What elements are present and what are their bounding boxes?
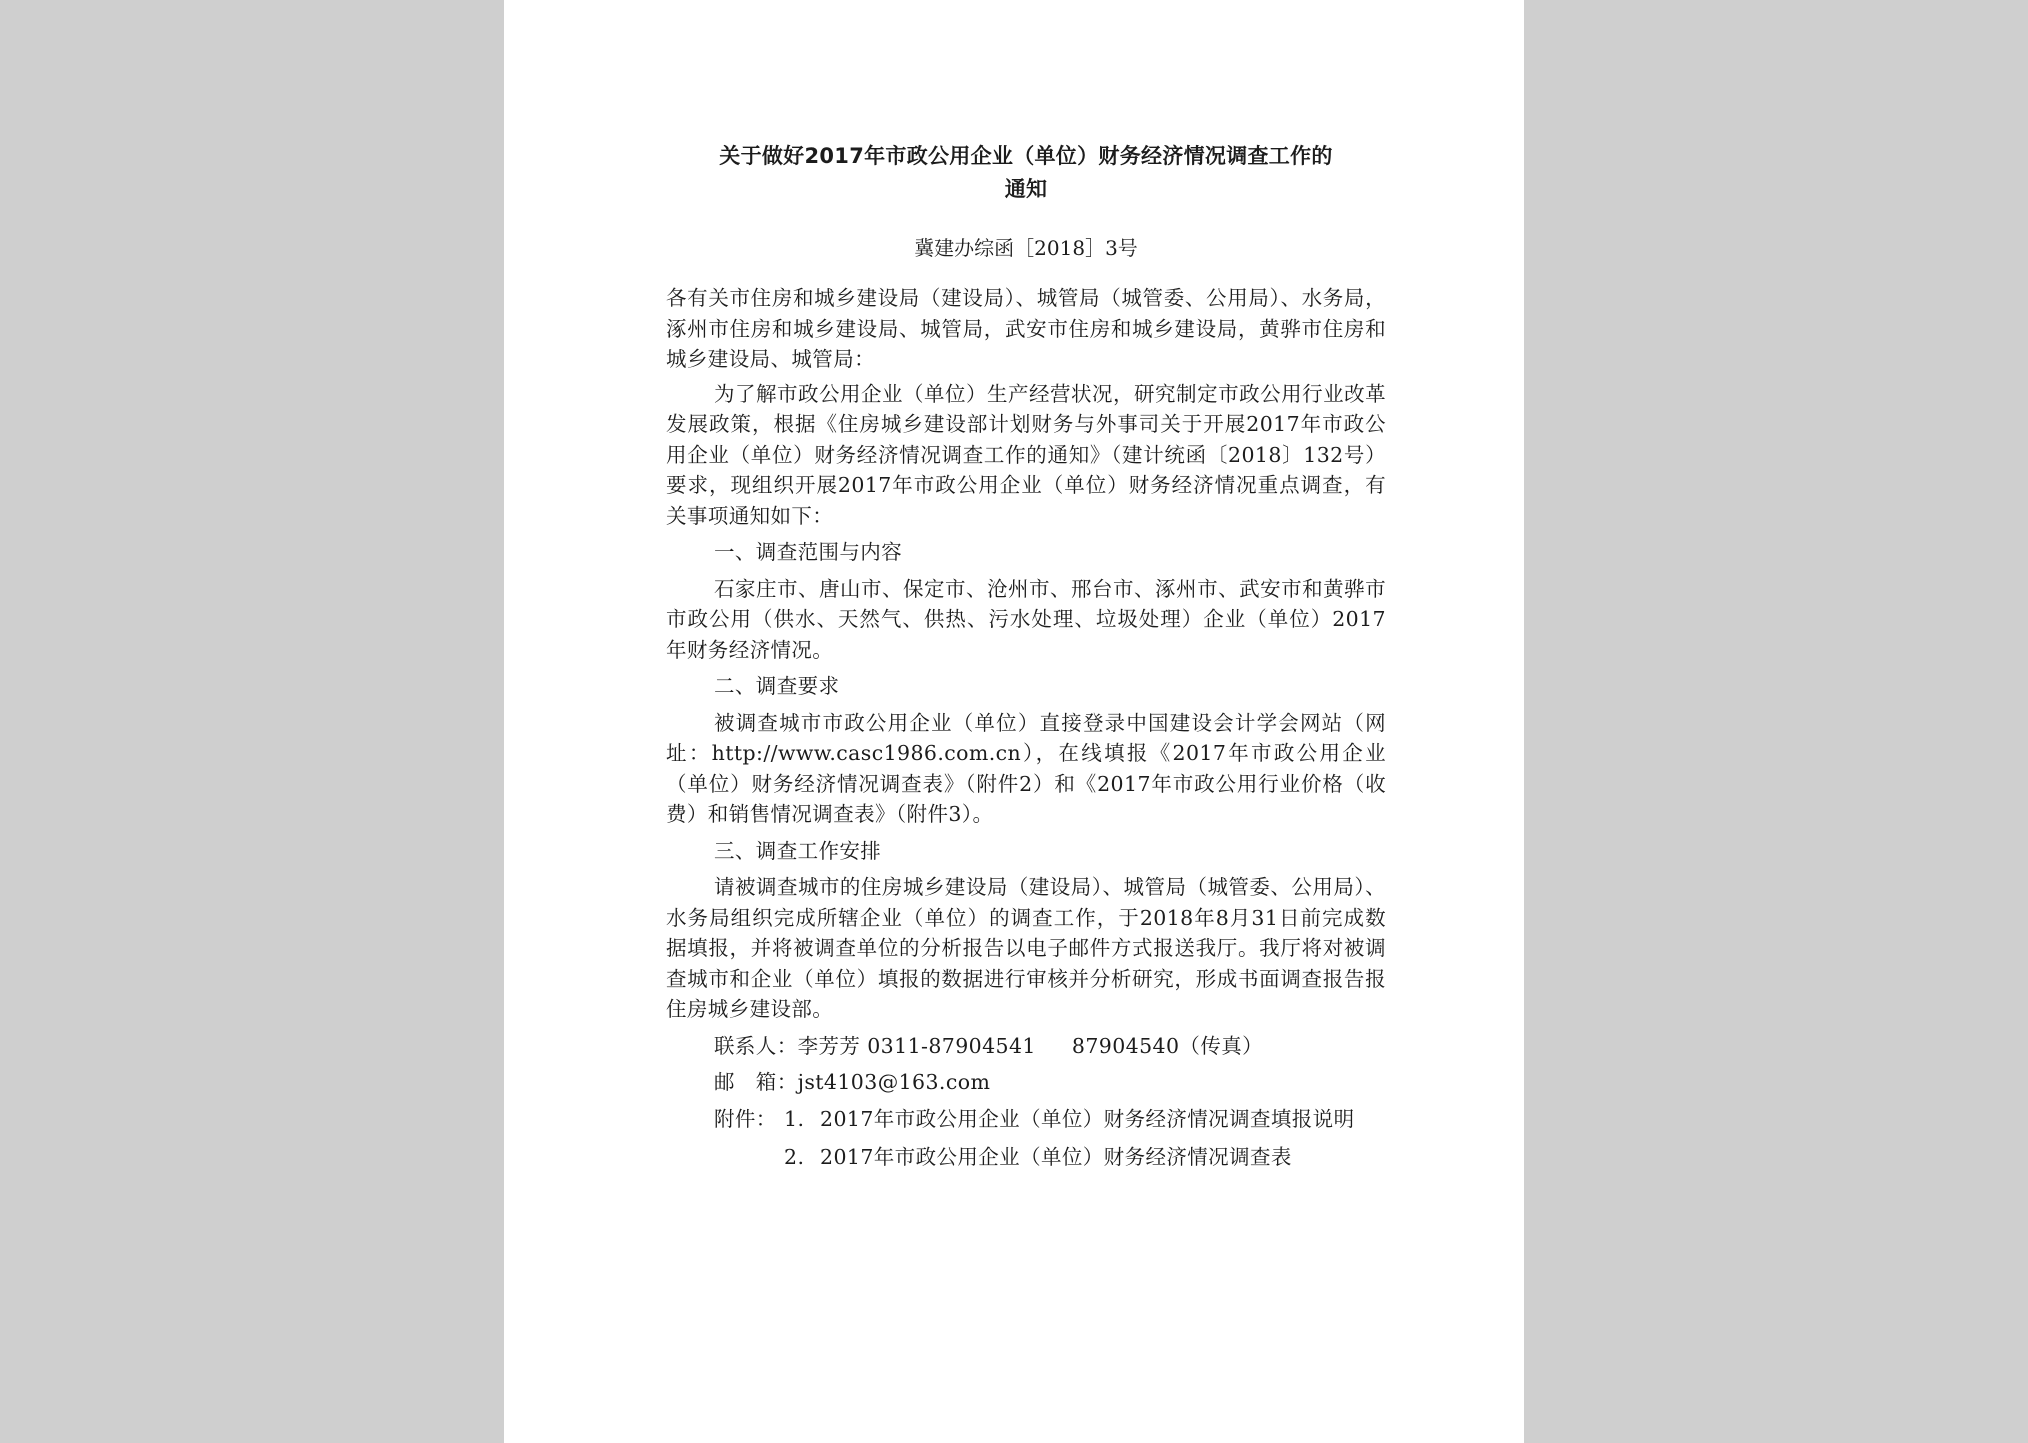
- document-title: [666, 140, 1386, 206]
- section-2-body: 被调查城市市政公用企业（单位）直接登录中国建设会计学会网站（网址：http://www.casc1986.com.cn），在线填报《2017年市政公用企业（单位）财务经济情况调查表》（附件2）和《2017年市政公用行业价格（收费）和销售情况调查表》（附件3）。: [666, 710, 1386, 826]
- title-line-1: 关于做好2017年市政公用企业（单位）财务经济情况调查工作的: [719, 144, 1333, 168]
- section-3-heading: 三、调查工作安排: [714, 838, 882, 863]
- section-2-heading: 二、调查要求: [714, 674, 840, 698]
- attachment-item: [784, 1142, 1384, 1173]
- email-line: [714, 1067, 1386, 1098]
- attachment-item: [784, 1104, 1384, 1135]
- attachments-label: 附件：: [714, 1106, 777, 1131]
- contact-phone: 0311-87904541: [867, 1033, 1036, 1058]
- document-content: [666, 140, 1386, 1181]
- title-line-2: 通知: [1004, 177, 1048, 201]
- section-3-body: 请被调查城市的住房城乡建设局（建设局）、城管局（城管委、公用局）、水务局组织完成所辖企业（单位）的调查工作，于2018年8月31日前完成数据填报，并将被调查单位的分析报告以电子邮件方式报送我厅。我厅将对被调查城市和企业（单位）填报的数据进行审核并分析研究，形成书面调查报告报住房城乡建设部。: [666, 875, 1386, 1021]
- addressee-paragraph: 各有关市住房和城乡建设局（建设局）、城管局（城管委、公用局）、水务局，涿州市住房和城乡建设局、城管局，武安市住房和城乡建设局，黄骅市住房和城乡建设局、城管局：: [666, 286, 1386, 371]
- document-page: [504, 0, 1524, 1443]
- email-address: jst4103@163.com: [797, 1070, 991, 1094]
- contact-line: [714, 1031, 1386, 1062]
- attachment-number: 2.: [784, 1145, 805, 1169]
- intro-paragraph: 为了解市政公用企业（单位）生产经营状况，研究制定市政公用行业改革发展政策，根据《住房城乡建设部计划财务与外事司关于开展2017年市政公用企业（单位）财务经济情况调查工作的通知》（建计统函〔2018〕132号）要求，现组织开展2017年市政公用企业（单位）财务经济情况重点调查，有关事项通知如下：: [666, 381, 1386, 528]
- contact-fax: 87904540（传真）: [1071, 1033, 1264, 1058]
- attachment-title: 2017年市政公用企业（单位）财务经济情况调查表: [820, 1145, 1292, 1169]
- section-1-body: 石家庄市、唐山市、保定市、沧州市、邢台市、涿州市、武安市和黄骅市市政公用（供水、天然气、供热、污水处理、垃圾处理）企业（单位）2017年财务经济情况。: [666, 576, 1386, 662]
- attachment-number: 1.: [784, 1106, 805, 1131]
- attachments-block: [714, 1104, 1386, 1181]
- section-1-heading: 一、调查范围与内容: [714, 540, 903, 564]
- attachments-list: [784, 1104, 1384, 1181]
- contact-label: 联系人：: [714, 1033, 798, 1058]
- contact-name: 李芳芳: [797, 1033, 861, 1058]
- email-label: 邮 箱：: [714, 1070, 798, 1094]
- document-number: 冀建办综函［2018］3号: [914, 236, 1138, 260]
- attachment-title: 2017年市政公用企业（单位）财务经济情况调查填报说明: [820, 1106, 1355, 1131]
